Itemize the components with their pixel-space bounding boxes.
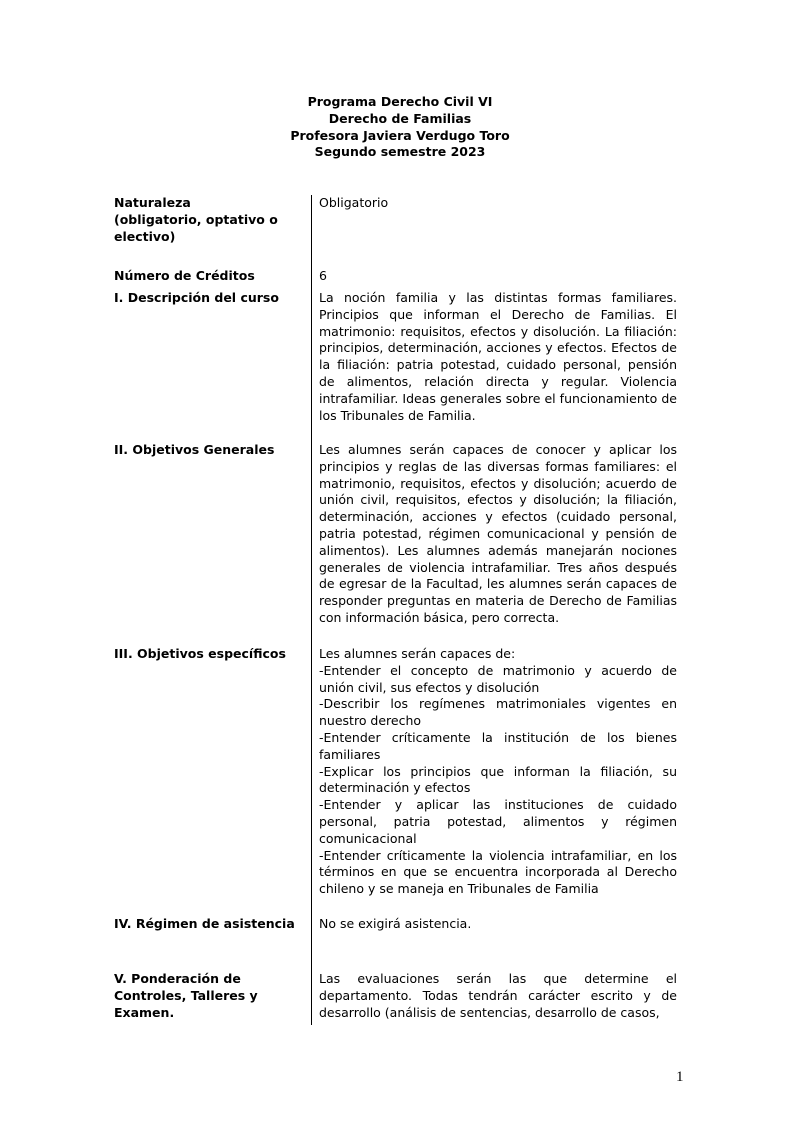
value-ponderacion: Las evaluaciones serán las que determine el departamento. Todas tendrán carácter escrito y de desarrollo (análisis de sentencias, desarrollo de casos, bbox=[311, 971, 677, 1025]
label-naturaleza: Naturaleza (obligatorio, optativo o electivo) bbox=[114, 195, 278, 244]
objective-item: -Describir los regímenes matrimoniales vigentes en nuestro derecho bbox=[319, 696, 677, 729]
objective-item: -Entender críticamente la violencia intrafamiliar, en los términos en que se encuentra incorporada al Derecho chileno y se maneja en Tribunales de Familia bbox=[319, 847, 677, 897]
objectives-intro: Les alumnes serán capaces de: bbox=[319, 646, 516, 661]
label-creditos: Número de Créditos bbox=[114, 268, 255, 283]
objective-item: -Entender el concepto de matrimonio y acuerdo de unión civil, sus efectos y disolución bbox=[319, 662, 677, 695]
value-naturaleza: Obligatorio bbox=[311, 195, 677, 268]
row-creditos bbox=[114, 268, 682, 290]
objective-item: -Entender críticamente la institución de los bienes familiares bbox=[319, 729, 677, 762]
label-objetivos-especificos: III. Objetivos específicos bbox=[114, 646, 286, 661]
value-objetivos-especificos bbox=[311, 646, 677, 916]
program-table bbox=[114, 195, 682, 1025]
row-naturaleza bbox=[114, 195, 682, 268]
value-descripcion: La noción familia y las distintas formas familiares. Principios que informan el Derecho de Familias. El matrimonio: requisitos, efectos y disolución. La filiación: principios, determinación, acciones y efectos. Efectos de la filiación: patria potestad, cuidado personal, pensión de alimentos, relación directa y regular. Violencia intrafamiliar. Ideas generales sobre el funcionamiento de los Tribunales de Familia. bbox=[311, 290, 677, 442]
value-asistencia: No se exigirá asistencia. bbox=[311, 916, 677, 971]
label-descripcion: I. Descripción del curso bbox=[114, 290, 279, 305]
row-objetivos-especificos bbox=[114, 646, 682, 916]
row-descripcion bbox=[114, 290, 682, 442]
label-objetivos-generales: II. Objetivos Generales bbox=[114, 442, 275, 457]
value-creditos: 6 bbox=[311, 268, 677, 290]
document-header bbox=[0, 94, 800, 161]
course-subtitle: Derecho de Familias bbox=[328, 110, 472, 126]
page-number: 1 bbox=[676, 1069, 684, 1085]
objective-item: -Entender y aplicar las instituciones de cuidado personal, patria potestad, alimentos y régimen comunicacional bbox=[319, 797, 677, 846]
objective-item: -Explicar los principios que informan la filiación, su determinación y efectos bbox=[319, 763, 677, 796]
label-ponderacion: V. Ponderación de Controles, Talleres y Examen. bbox=[114, 971, 258, 1020]
row-ponderacion bbox=[114, 971, 682, 1025]
row-objetivos-generales bbox=[114, 442, 682, 646]
label-asistencia: IV. Régimen de asistencia bbox=[114, 916, 295, 931]
semester: Segundo semestre 2023 bbox=[314, 144, 486, 160]
professor-name: Profesora Javiera Verdugo Toro bbox=[290, 127, 510, 143]
value-objetivos-generales: Les alumnes serán capaces de conocer y aplicar los principios y reglas de las diversas formas familiares: el matrimonio, requisitos, efectos y disolución; acuerdo de unión civil, requisitos, efectos y disolución; la filiación, determinación, acciones y efectos (cuidado personal, patria potestad, régimen comunicacional y pensión de alimentos). Les alumnes además manejarán nociones generales de violencia intrafamiliar. Tres años después de egresar de la Facultad, les alumnes serán capaces de responder preguntas en materia de Derecho de Familias con información básica, pero correcta. bbox=[311, 442, 677, 646]
row-asistencia bbox=[114, 916, 682, 971]
course-title: Programa Derecho Civil VI bbox=[307, 94, 493, 109]
